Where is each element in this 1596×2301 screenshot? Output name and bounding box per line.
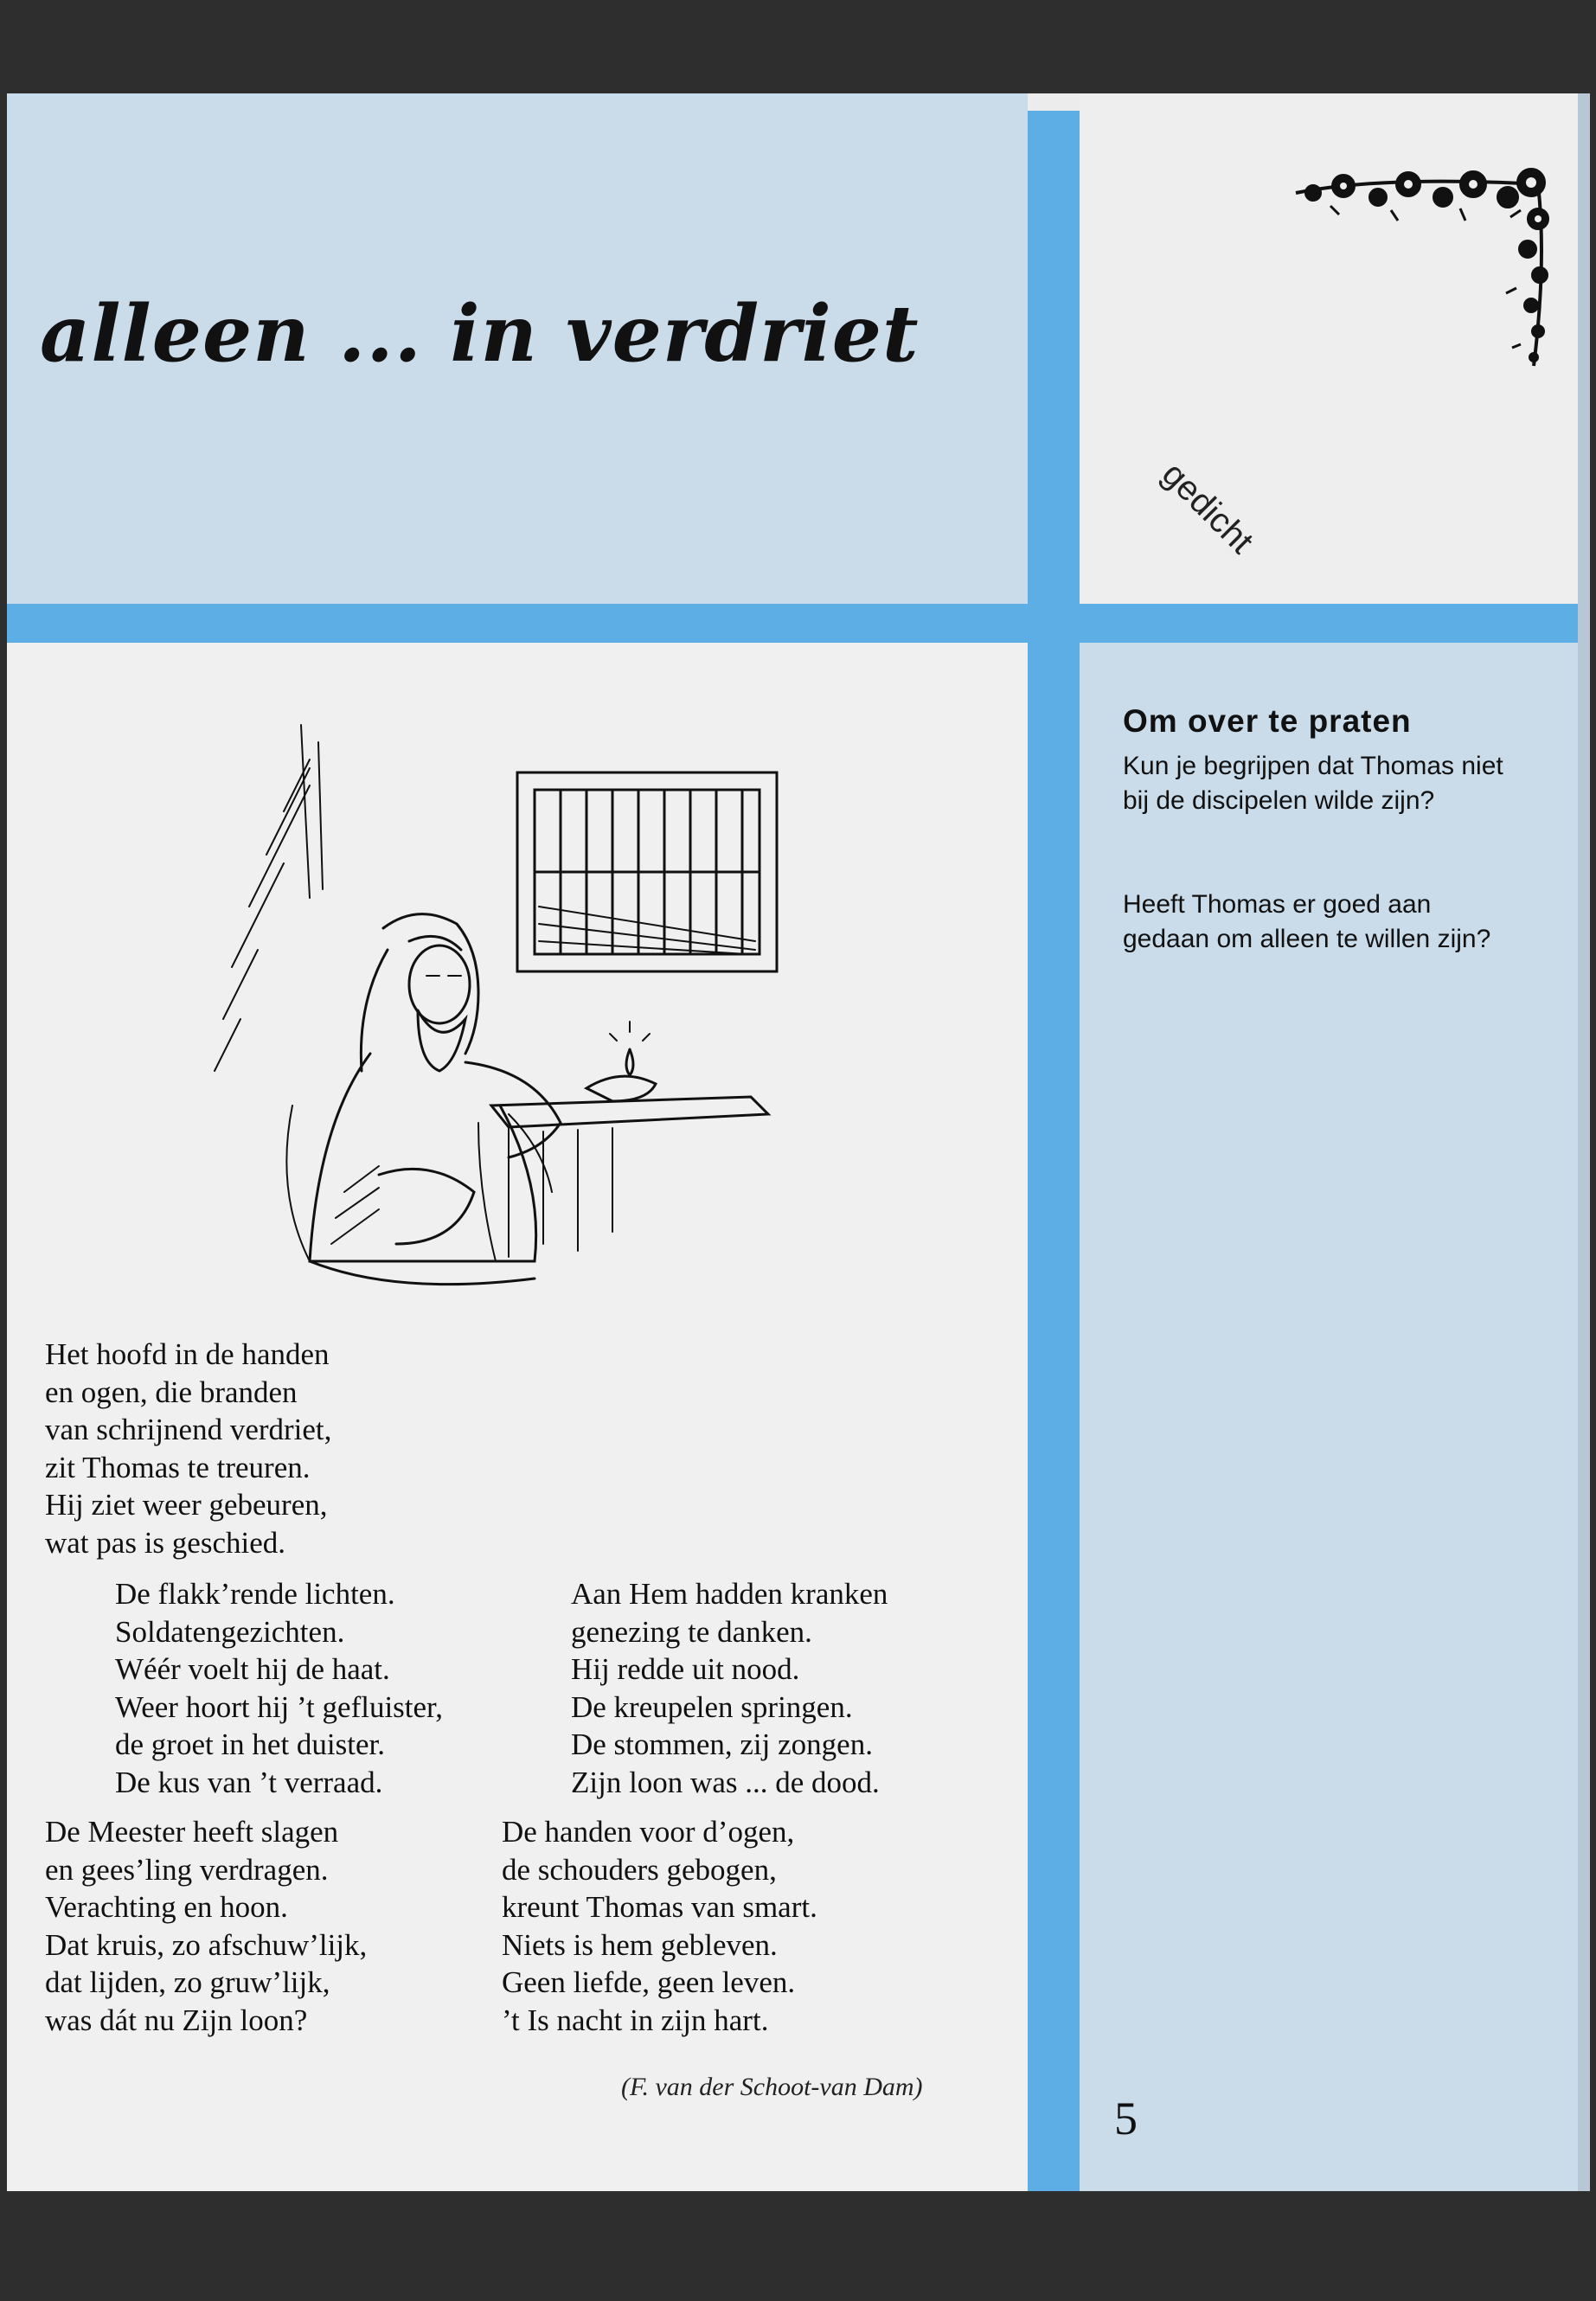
poem-line: wat pas is geschied. [45, 1525, 285, 1560]
poem-line: Weer hoort hij ’t gefluister, [115, 1689, 444, 1724]
poem-line: De stommen, zij zongen. [571, 1727, 873, 1761]
poem-line: genezing te danken. [571, 1614, 812, 1649]
poem-line: Hij redde uit nood. [571, 1652, 800, 1686]
discussion-question-2: Heeft Thomas er goed aan gedaan om alleen te willen zijn? [1123, 890, 1491, 953]
poem-line: Hij ziet weer gebeuren, [45, 1488, 328, 1522]
poem-line: de schouders gebogen, [502, 1852, 777, 1887]
flower-ornament-icon [1279, 158, 1555, 375]
vertical-cross-bar [1028, 111, 1080, 2191]
poem-stanza-2 [115, 1575, 443, 1801]
poem-stanza-4 [45, 1813, 367, 2039]
horizontal-cross-bar [7, 604, 1590, 643]
category-label: gedicht [1154, 455, 1261, 561]
poem-line: Het hoofd in de handen [45, 1337, 330, 1371]
poem-line: kreunt Thomas van smart. [502, 1890, 817, 1924]
thomas-illustration [180, 708, 803, 1313]
poem-line: Geen liefde, geen leven. [502, 1965, 796, 1999]
sidebar-panel [1080, 643, 1590, 2191]
poem-line: Niets is hem gebleven. [502, 1927, 778, 1962]
book-page [7, 93, 1590, 2191]
page-title: alleen ... in verdriet [40, 288, 920, 380]
discussion-question-1: Kun je begrijpen dat Thomas niet bij de discipelen wilde zijn? [1123, 752, 1503, 815]
page-edge [1578, 93, 1590, 2191]
poem-line: van schrijnend verdriet, [45, 1413, 332, 1446]
poem-line: De kreupelen springen. [571, 1689, 853, 1724]
poem-line: dat lijden, zo gruw’lijk, [45, 1965, 330, 1999]
poem-line: de groet in het duister. [115, 1727, 386, 1761]
poem-stanza-1 [45, 1336, 331, 1561]
poem-line: Aan Hem hadden kranken [571, 1577, 888, 1611]
page-number: 5 [1114, 2093, 1138, 2144]
poem-line: Verachting en hoon. [45, 1890, 288, 1924]
poem-line: en gees’ling verdragen. [45, 1852, 329, 1887]
poem-line: zit Thomas te treuren. [45, 1450, 311, 1484]
poem-line: was dát nu Zijn loon? [45, 2003, 308, 2037]
poem-author-credit: (F. van der Schoot-van Dam) [621, 2073, 923, 2101]
poem-line: ’t Is nacht in zijn hart. [502, 2003, 769, 2037]
poem-line: De kus van ’t verraad. [115, 1765, 383, 1799]
poem-line: De Meester heeft slagen [45, 1815, 339, 1849]
poem-line: De flakk’rende lichten. [115, 1577, 395, 1611]
poem-stanza-3 [571, 1575, 888, 1801]
discussion-heading: Om over te praten [1123, 703, 1412, 739]
poem-line: Zijn loon was ... de dood. [571, 1765, 880, 1799]
poem-line: Soldatengezichten. [115, 1614, 345, 1649]
poem-line: Wéér voelt hij de haat. [115, 1652, 390, 1686]
poem-line: Dat kruis, zo afschuw’lijk, [45, 1927, 368, 1962]
poem-line: De handen voor d’ogen, [502, 1815, 795, 1849]
poem-line: en ogen, die branden [45, 1375, 298, 1409]
poem-stanza-5 [502, 1813, 817, 2039]
